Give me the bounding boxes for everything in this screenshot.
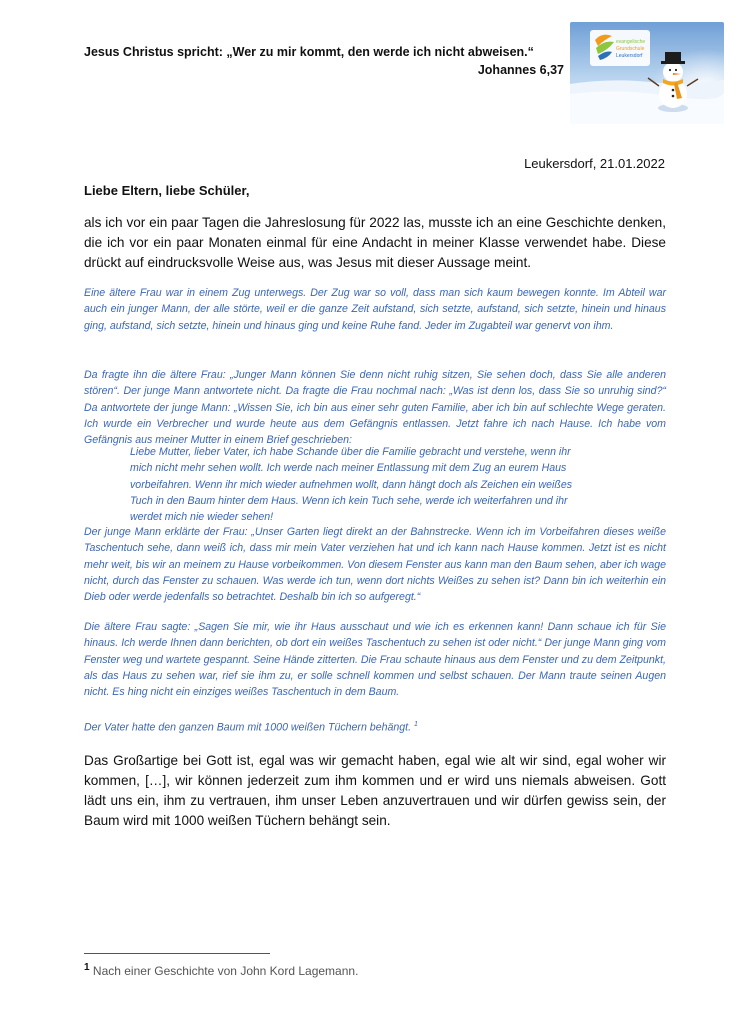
letter-quote: [130, 444, 622, 525]
story-paragraph-3: [84, 524, 666, 605]
story-text: Die ältere Frau sagte: „Sagen Sie mir, wie ihr Haus ausschaut und wie ich es erkennen kann! Dann schaue ich für Sie hinaus. Ich werde Ihnen dann berichten, ob dort ein weißes Taschentuch zu sehen ist oder nicht.“ Der junge Mann ging vom Fenster weg und wartete gespannt. Seine Hände zitterten. Die Frau schaute hinaus aus dem Fenster und zu dem Zeitpunkt, als das Haus zu sehen war, rief sie ihm zu, er solle schnell kommen und selbst schauen. Der Mann traute seinen Augen nicht. Es hing nicht ein einziges weißes Taschentuch in dem Baum.: [84, 621, 666, 699]
story-paragraph-2: [84, 367, 666, 448]
snowman-photo-icon: [570, 22, 724, 124]
story-paragraph-5: [84, 717, 666, 736]
school-logo-icon: [590, 30, 650, 66]
story-paragraph-1: [84, 285, 666, 334]
verse-text: Jesus Christus spricht: „Wer zu mir kommt, den werde ich nicht abweisen.“: [84, 45, 534, 59]
letter-line: Tuch in den Baum hinter dem Haus. Wenn ich kein Tuch sehe, werde ich weiterfahren und ihr: [130, 494, 568, 507]
footnote-mark: 1: [84, 962, 90, 973]
story-text: Der junge Mann erklärte der Frau: „Unser Garten liegt direkt an der Bahnstrecke. Wenn ich im Vorbeifahren dieses weiße Taschentuch sehe, dann weiß ich, dass mir mein Vater verziehen hat und ich kann nach Hause kommen. Jetzt ist es nicht mehr weit, bis wir an meinem zu Hause vorbeikommen. Von diesem Fenster aus kann man den Baum sehen, aber ich wage nicht, durch das Fenster zu schauen. Was werde ich tun, wenn dort nichts Weißes zu sehen ist? Dann bin ich weiterhin ein Dieb oder werde jedenfalls so betrachtet. Deshalb bin ich so aufgeregt.“: [84, 526, 666, 604]
story-text: Da fragte ihn die ältere Frau: „Junger Mann können Sie denn nicht ruhig sitzen, Sie sehen doch, dass Sie alle anderen stören“. Der junge Mann antwortete nicht. Da fragte die Frau nochmal nach: „Was ist denn los, dass Sie so unruhig sind?“ Da antwortete der junge Mann: „Wissen Sie, ich bin aus einer sehr guten Familie, aber ich bin auf schlechte Wege geraten. Ich wurde ein Verbrecher und wurde heute aus dem Gefängnis entlassen. Jetzt fahre ich nach Hause. Ich habe vom Gefängnis aus meiner Mutter in einem Brief geschrieben:: [84, 369, 666, 447]
svg-text:Grundschule: Grundschule: [616, 46, 645, 52]
footnote-separator: [84, 953, 270, 954]
header-verse: [84, 43, 564, 79]
footnote-reference[interactable]: 1: [414, 721, 418, 728]
verse-reference: Johannes 6,37: [477, 63, 564, 77]
svg-text:Leukersdorf: Leukersdorf: [616, 53, 643, 59]
greeting: Liebe Eltern, liebe Schüler,: [84, 183, 250, 198]
letter-line: vorbeifahren. Wenn ihr mich wieder aufnehmen wollt, dann hängt doch als Zeichen ein weißes: [130, 478, 573, 491]
footnote: [84, 962, 358, 978]
letter-line: Liebe Mutter, lieber Vater, ich habe Schande über die Familie gebracht und verstehe, wenn ihr: [130, 446, 571, 458]
letter-line: werdet mich nie wieder sehen!: [130, 511, 274, 524]
footnote-text: Nach einer Geschichte von John Kord Lagemann.: [92, 964, 359, 978]
story-paragraph-4: [84, 619, 666, 700]
intro-paragraph: als ich vor ein paar Tagen die Jahreslosung für 2022 las, musste ich an eine Geschichte denken, die ich vor ein paar Monaten einmal für eine Andacht in meiner Klasse verwendet habe. Diese drückt auf eindrucksvolle Weise aus, was Jesus mit dieser Aussage meint.: [84, 215, 666, 270]
story-text: Der Vater hatte den ganzen Baum mit 1000 weißen Tüchern behängt.: [84, 721, 412, 734]
closing-paragraph: Das Großartige bei Gott ist, egal was wir gemacht haben, egal wie alt wir sind, egal woher wir kommen, […], wir können jederzeit zum ihm kommen und er wird uns niemals abweisen. Gott lädt uns ein, ihm zu vertrauen, ihm unser Leben anzuvertrauen und wir dürfen gewiss sein, der Baum wird mit 1000 weißen Tüchern behängt sein.: [84, 753, 666, 828]
svg-text:evangelische: evangelische: [616, 39, 646, 45]
date-line: Leukersdorf, 21.01.2022: [524, 156, 665, 171]
story-text: Eine ältere Frau war in einem Zug unterwegs. Der Zug war so voll, dass man sich kaum bewegen konnte. Im Abteil war auch ein junger Mann, der alle störte, weil er die ganze Zeit aufstand, sich setzte, aufstand, sich setzte, hinein und hinaus ging, aufstand, sich setzte, hinein und hinaus ging und keine Ruhe fand. Jeder im Zugabteil war genervt von ihm.: [84, 287, 666, 332]
header-image: [570, 22, 724, 124]
letter-line: mich nicht mehr sehen wollt. Ich werde nach meiner Entlassung mit dem Zug an eurem Haus: [130, 462, 567, 475]
